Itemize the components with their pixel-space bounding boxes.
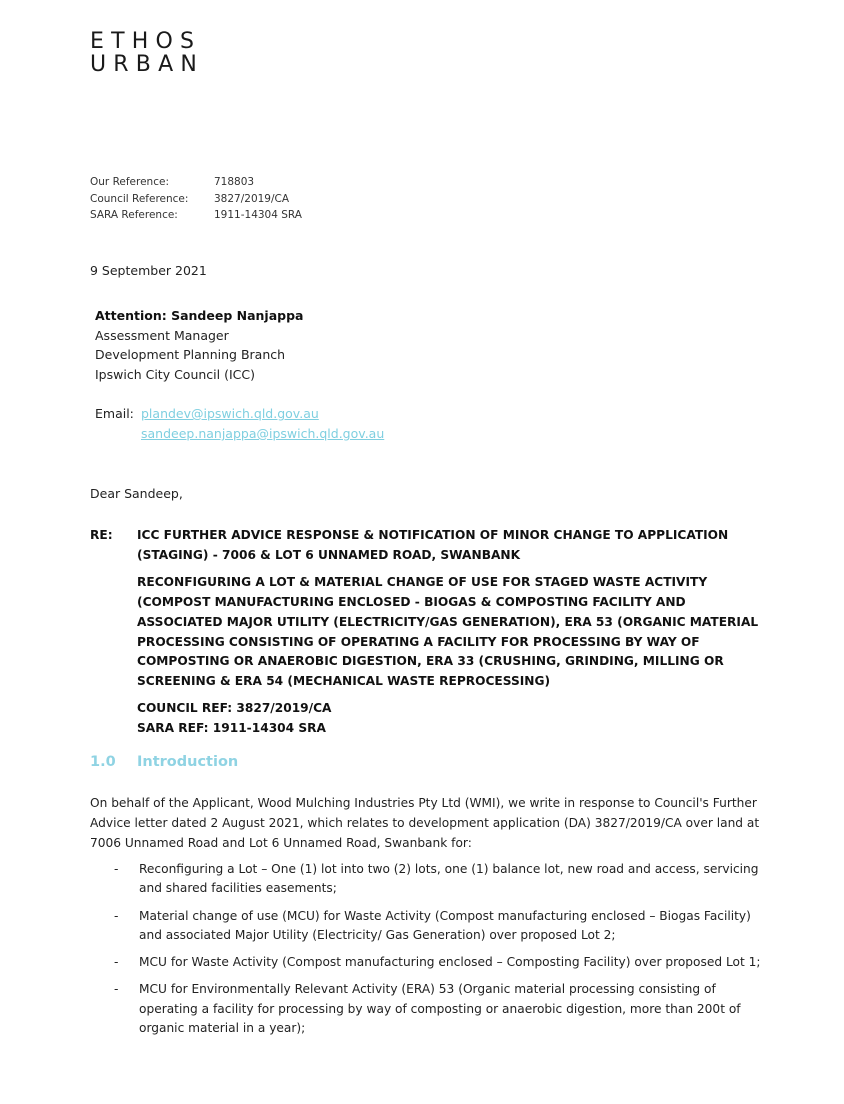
re-block [90,526,770,739]
email-link-sandeep[interactable]: sandeep.nanjappa@ipswich.qld.gov.au [141,426,385,441]
list-item [90,907,770,946]
salutation: Dear Sandeep, [90,486,183,501]
council-ref: COUNCIL REF: 3827/2019/CA [137,701,332,716]
re-paragraph: ICC FURTHER ADVICE RESPONSE & NOTIFICATION OF MINOR CHANGE TO APPLICATION (STAGING) - 7006 & LOT 6 UNNAMED ROAD, SWANBANK [137,528,729,562]
reference-row [90,207,302,224]
logo-line-1: ETHOS [90,29,202,54]
list-item-text: MCU for Waste Activity (Compost manufacturing enclosed – Composting Facility) over proposed Lot 1; [139,955,761,970]
email-label: Email: [95,406,134,421]
email-link-plandev[interactable]: plandev@ipswich.qld.gov.au [141,406,319,421]
recipient-line: Ipswich City Council (ICC) [95,366,255,382]
list-item-text: Reconfiguring a Lot – One (1) lot into two (2) lots, one (1) balance lot, new road and access, servicing and shared facilities easements; [139,862,759,896]
ethos-urban-logo [90,30,204,76]
bullet-marker: - [114,955,119,970]
intro-paragraph: On behalf of the Applicant, Wood Mulching Industries Pty Ltd (WMI), we write in response to Council's Further Advice letter dated 2 August 2021, which relates to development application (DA) 3827/2019/CA over land at 7006 Unnamed Road and Lot 6 Unnamed Road, Swanbank for: [90,796,760,850]
email-block [95,404,384,444]
list-item [90,860,770,899]
recipient-block [95,306,303,384]
section-number: 1.0 [90,754,116,770]
bullet-marker: - [114,908,119,923]
section-title: Introduction [137,754,239,770]
list-item-text: MCU for Environmentally Relevant Activity (ERA) 53 (Organic material processing consisting of operating a facility for processing by way of composting or anaerobic digestion, more than 200t of organic material in a year); [139,982,741,1036]
section-heading [90,754,238,770]
list-item-text: Material change of use (MCU) for Waste Activity (Compost manufacturing enclosed – Biogas Facility) and associated Major Utility (Electricity/ Gas Generation) over proposed Lot 2; [139,908,751,942]
reference-label: Council Reference: [90,192,189,205]
recipient-line: Development Planning Branch [95,347,286,363]
reference-block [90,174,302,224]
bullet-list [90,860,770,1046]
recipient-line: Assessment Manager [95,327,229,343]
sara-ref: SARA REF: 1911-14304 SRA [137,721,326,736]
reference-label: SARA Reference: [90,209,178,221]
letter-date: 9 September 2021 [90,263,207,278]
reference-label: Our Reference: [90,176,169,188]
re-paragraph: RECONFIGURING A LOT & MATERIAL CHANGE OF USE FOR STAGED WASTE ACTIVITY (COMPOST MANUFACTURING ENCLOSED - BIOGAS & COMPOSTING FACILITY AND ASSOCIATED MAJOR UTILITY (ELECTRICITY/GAS GENERATION), ERA 53 (ORGANIC MATERIAL PROCESSING CONSISTING OF OPERATING A FACILITY FOR PROCESSING BY WAY OF COMPOSTING OR ANAEROBIC DIGESTION, ERA 33 (CRUSHING, GRINDING, MILLING OR SCREENING & ERA 54 (MECHANICAL WASTE REPROCESSING) [137,574,759,689]
reference-row [90,174,302,191]
bullet-marker: - [114,862,119,876]
list-item [90,980,770,1038]
logo-line-2: URBAN [90,52,204,77]
reference-value: 1911-14304 SRA [214,209,302,221]
reference-row [90,191,302,208]
reference-value: 718803 [214,176,255,188]
bullet-marker: - [114,982,119,997]
list-item [90,953,770,972]
reference-value: 3827/2019/CA [214,192,290,205]
attention-line: Attention: Sandeep Nanjappa [95,308,304,323]
re-label: RE: [90,528,113,542]
